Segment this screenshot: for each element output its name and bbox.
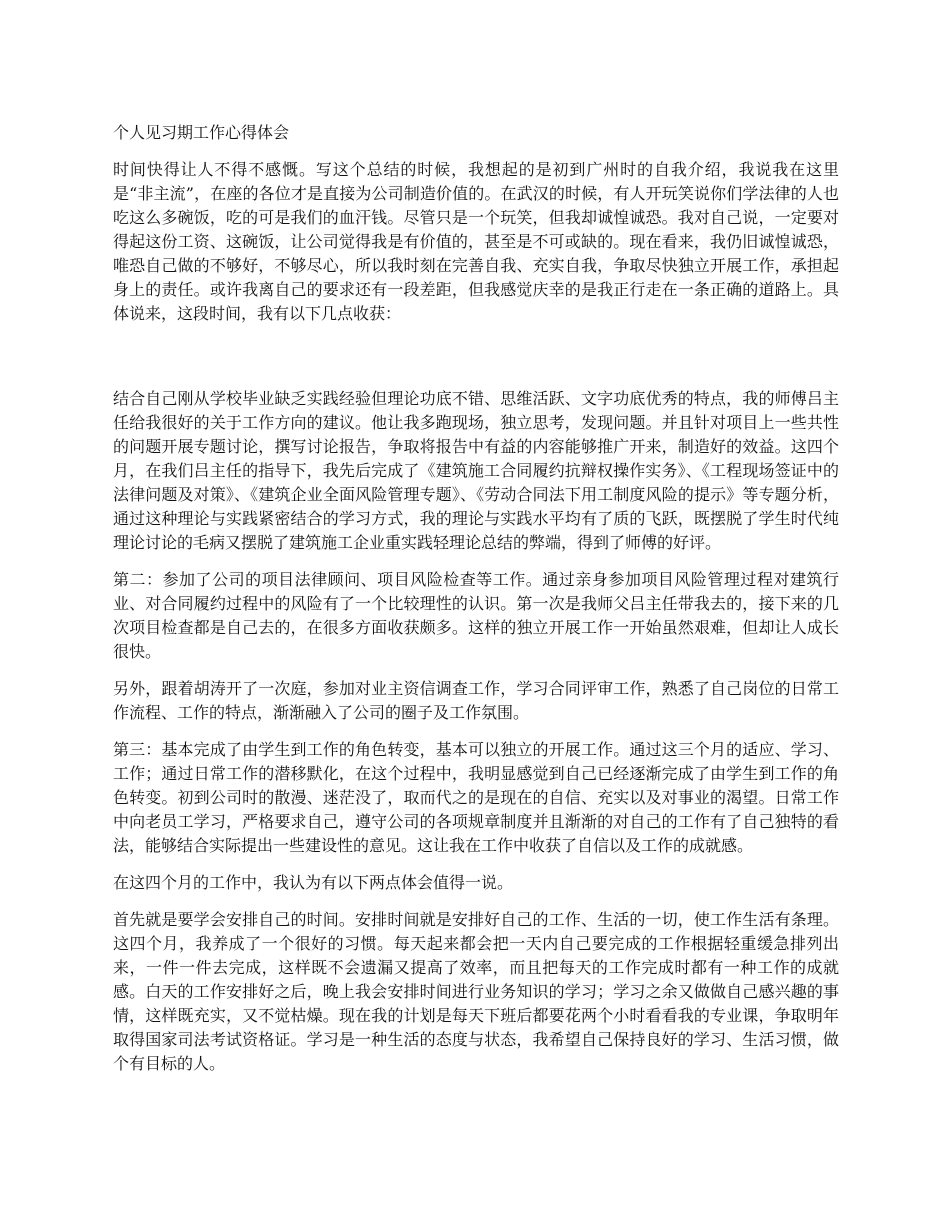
- paragraph-second-gain: 第二：参加了公司的项目法律顾问、项目风险检查等工作。通过亲身参加项目风险管理过程对建筑行业、对合同履约过程中的风险有了一个比较理性的认识。第一次是我师父吕主任带我去的，接下来的几次项目检查都是自己去的，在很多方面收获颇多。这样的独立开展工作一开始虽然艰难，但却让人成长很快。: [113, 570, 839, 661]
- paragraph-first-gain: 结合自己刚从学校毕业缺乏实践经验但理论功底不错、思维活跃、文字功底优秀的特点，我的师傅吕主任给我很好的关于工作方向的建议。他让我多跑现场，独立思考，发现问题。并且针对项目上一些共性的问题开展专题讨论，撰写讨论报告，争取将报告中有益的内容能够推广开来，制造好的效益。这四个月，在我们吕主任的指导下，我先后完成了《建筑施工合同履约抗辩权操作实务》、《工程现场签证中的法律问题及对策》、《建筑企业全面风险管理专题》、《劳动合同法下用工制度风险的提示》等专题分析，通过这种理论与实践紧密结合的学习方式，我的理论与实践水平均有了质的飞跃，既摆脱了学生时代纯理论讨论的毛病又摆脱了建筑施工企业重实践轻理论总结的弊端，得到了师傅的好评。: [113, 389, 839, 552]
- paragraph-third-gain: 第三：基本完成了由学生到工作的角色转变，基本可以独立的开展工作。通过这三个月的适应、学习、工作；通过日常工作的潜移默化，在这个过程中，我明显感觉到自己已经逐渐完成了由学生到工作的角色转变。初到公司时的散漫、迷茫没了，取而代之的是现在的自信、充实以及对事业的渴望。日常工作中向老员工学习，严格要求自己，遵守公司的各项规章制度并且渐渐的对自己的工作有了自己独特的看法，能够结合实际提出一些建设性的意见。这让我在工作中收获了自信以及工作的成就感。: [113, 740, 839, 855]
- document-title: 个人见习期工作心得体会: [113, 123, 290, 142]
- paragraph-time-management: 首先就是要学会安排自己的时间。安排时间就是安排好自己的工作、生活的一切，使工作生活有条理。这四个月，我养成了一个很好的习惯。每天起来都会把一天内自己要完成的工作根据轻重缓急排列出来，一件一件去完成，这样既不会遗漏又提高了效率，而且把每天的工作完成时都有一种工作的成就感。白天的工作安排好之后，晚上我会安排时间进行业务知识的学习；学习之余又做做自己感兴趣的事情，这样既充实，又不觉枯燥。现在我的计划是每天下班后都要花两个小时看看我的专业课，争取明年取得国家司法考试资格证。学习是一种生活的态度与状态，我希望自己保持良好的学习、生活习惯，做个有目标的人。: [113, 910, 839, 1073]
- paragraph-additional: 另外，跟着胡涛开了一次庭，参加对业主资信调查工作，学习合同评审工作，熟悉了自己岗位的日常工作流程、工作的特点，渐渐融入了公司的圈子及工作氛围。: [113, 679, 839, 722]
- paragraph-reflection-lead: 在这四个月的工作中，我认为有以下两点体会值得一说。: [113, 873, 514, 892]
- paragraph-intro: 时间快得让人不得不感慨。写这个总结的时候，我想起的是初到广州时的自我介绍，我说我在这里是“非主流”，在座的各位才是直接为公司制造价值的。在武汉的时候，有人开玩笑说你们学法律的人也吃这么多碗饭，吃的可是我们的血汗钱。尽管只是一个玩笑，但我却诚惶诚恐。我对自己说，一定要对得起这份工资、这碗饭，让公司觉得我是有价值的，甚至是不可或缺的。现在看来，我仍旧诚惶诚恐，唯恐自己做的不够好，不够尽心，所以我时刻在完善自我、充实自我，争取尽快独立开展工作，承担起身上的责任。或许我离自己的要求还有一段差距，但我感觉庆幸的是我正行走在一条正确的道路上。具体说来，这段时间，我有以下几点收获：: [113, 160, 839, 323]
- document-page: [113, 121, 839, 1089]
